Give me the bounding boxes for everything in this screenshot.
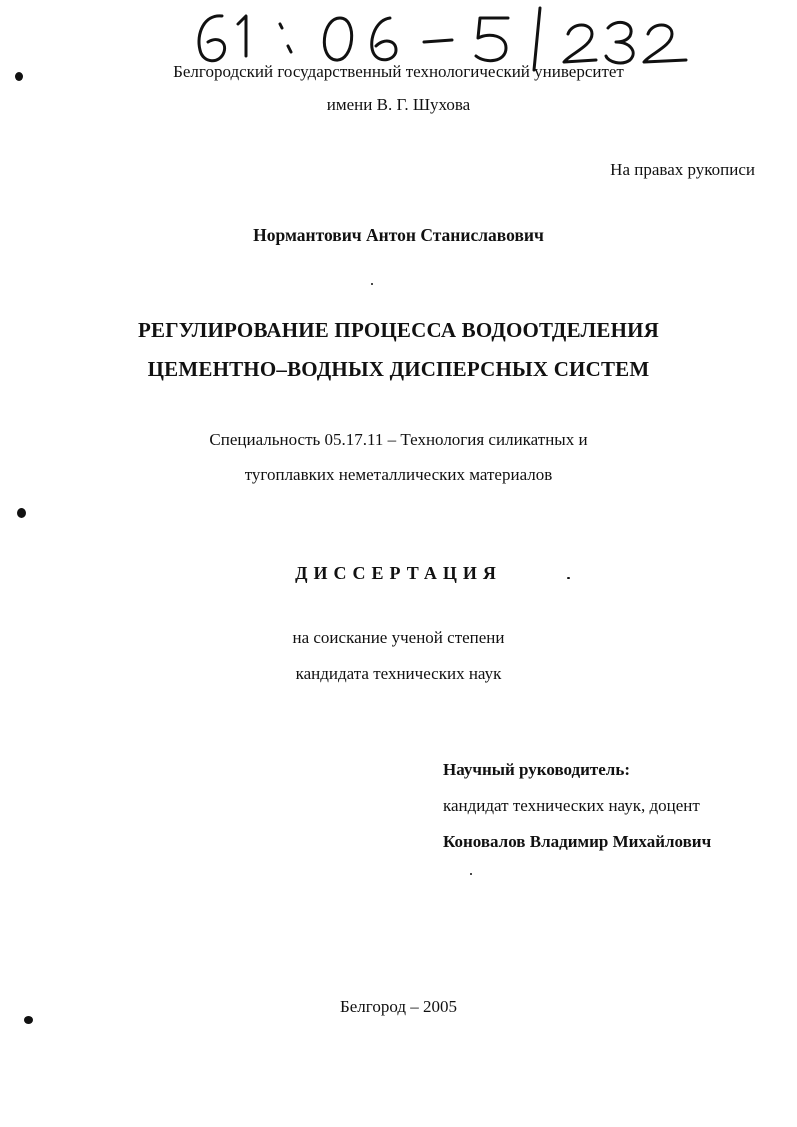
- supervisor-block: [443, 760, 711, 868]
- dissertation-title-line-2: ЦЕМЕНТНО–ВОДНЫХ ДИСПЕРСНЫХ СИСТЕМ: [147, 357, 650, 381]
- specialty-line-1: Специальность 05.17.11 – Технология силикатных и: [209, 430, 588, 449]
- specialty-line-2: тугоплавких неметаллических материалов: [244, 465, 553, 484]
- university-name-line: имени В. Г. Шухова: [326, 95, 471, 114]
- degree-line-2: кандидата технических наук: [295, 664, 502, 683]
- supervisor-heading: Научный руководитель:: [443, 760, 630, 779]
- scan-speck: [470, 873, 472, 875]
- supervisor-name: Коновалов Владимир Михайлович: [443, 832, 712, 851]
- author-name: Нормантович Антон Станиславович: [253, 225, 544, 245]
- supervisor-title: кандидат технических наук, доцент: [443, 796, 700, 815]
- scan-speck: [24, 1016, 33, 1024]
- scan-speck: [17, 508, 26, 518]
- dissertation-title-line-1: РЕГУЛИРОВАНИЕ ПРОЦЕССА ВОДООТДЕЛЕНИЯ: [137, 318, 659, 342]
- city-year-footer: Белгород – 2005: [340, 997, 457, 1016]
- scan-speck: [15, 72, 23, 81]
- degree-line-1: на соискание ученой степени: [292, 628, 505, 647]
- university-line: Белгородский государственный технологический университет: [173, 62, 624, 81]
- manuscript-rights-note: На правах рукописи: [610, 160, 755, 179]
- scan-speck: [567, 577, 570, 579]
- document-type-heading: ДИССЕРТАЦИЯ: [295, 563, 502, 583]
- scan-speck: [371, 283, 373, 285]
